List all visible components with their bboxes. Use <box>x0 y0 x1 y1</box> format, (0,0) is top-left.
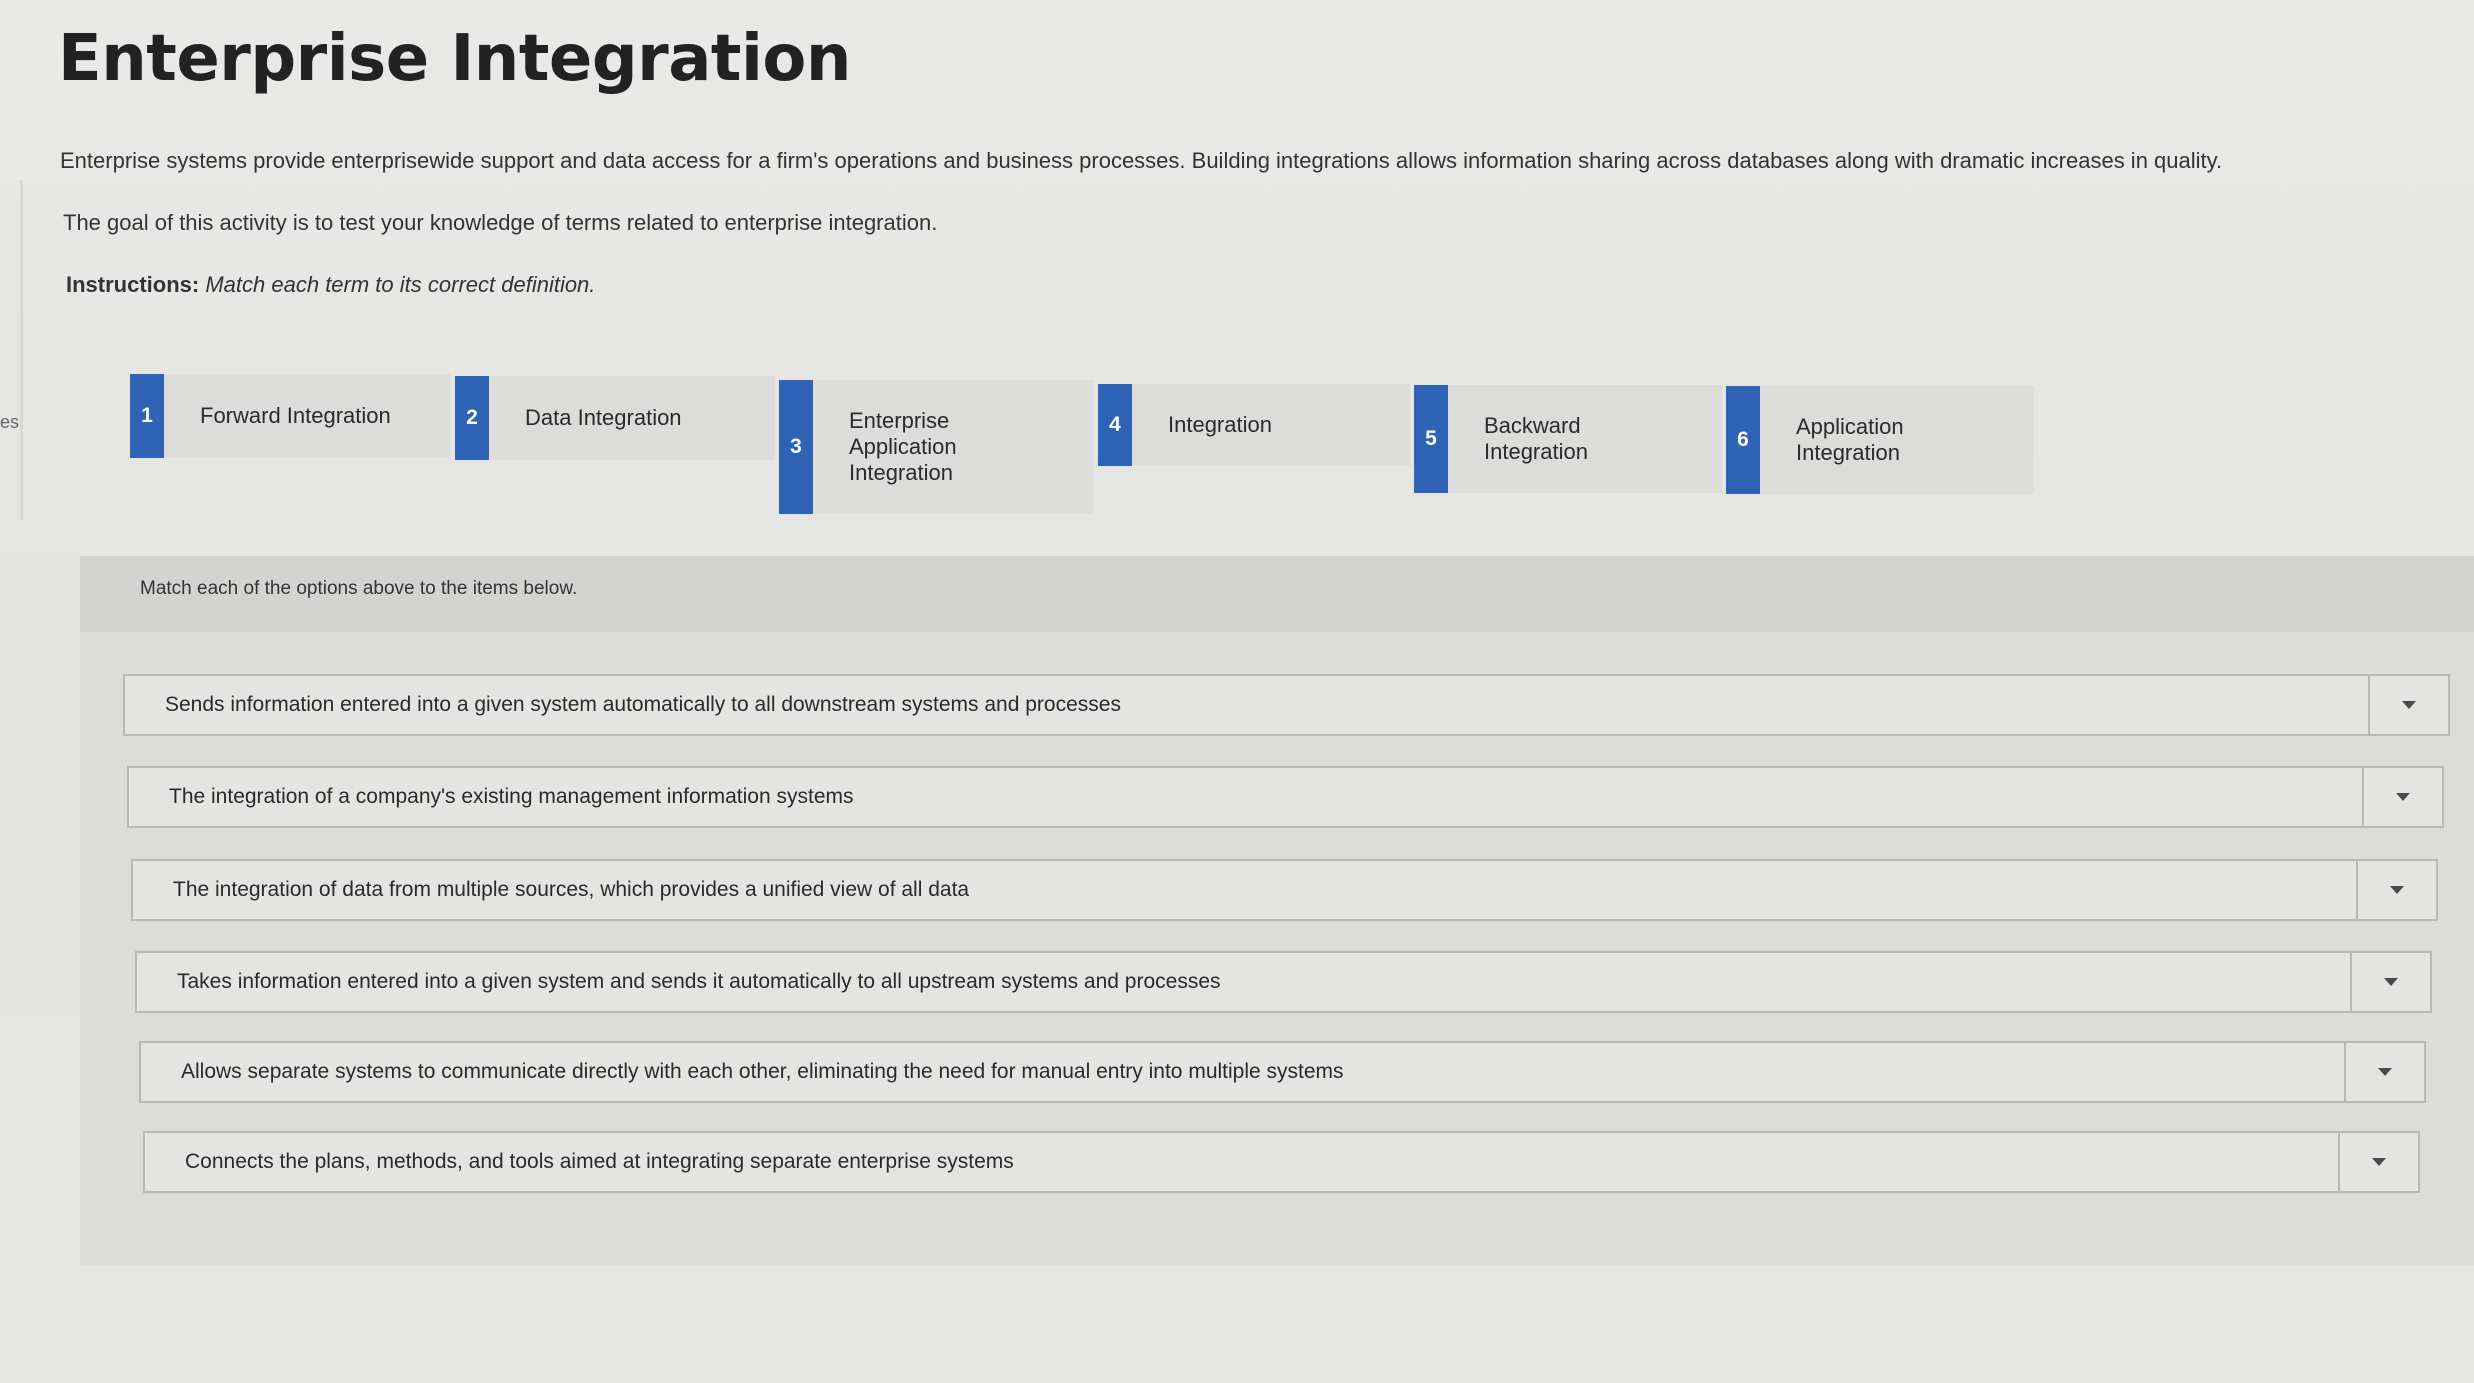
match-row[interactable] <box>143 1131 2420 1193</box>
chevron-down-icon <box>2396 793 2410 801</box>
match-dropdown[interactable] <box>2338 1133 2418 1191</box>
term-label: Forward Integration <box>200 403 391 428</box>
term-number-badge: 5 <box>1414 385 1448 493</box>
term-number-badge: 1 <box>130 374 164 458</box>
term-number-badge: 6 <box>1726 386 1760 494</box>
chevron-down-icon <box>2372 1158 2386 1166</box>
matching-instruction: Match each of the options above to the items below. <box>140 578 578 599</box>
match-definition: Sends information entered into a given system automatically to all downstream systems and processes <box>165 693 1121 716</box>
page-title: Enterprise Integration <box>58 22 851 96</box>
term-card-enterprise-application-integration[interactable] <box>779 380 1093 514</box>
instructions-label: Instructions: <box>66 272 200 297</box>
intro-text: Enterprise systems provide enterprisewide support and data access for a firm's operations and business processes. Building integrations allows information sharing across databases along with dramatic increases in quality. <box>60 148 2223 173</box>
match-dropdown[interactable] <box>2356 861 2436 919</box>
left-edge-fragment: es <box>0 412 20 432</box>
chevron-down-icon <box>2402 701 2416 709</box>
term-label: Integration <box>1168 412 1272 437</box>
term-label: Data Integration <box>525 405 682 430</box>
match-dropdown[interactable] <box>2350 953 2430 1011</box>
match-row[interactable] <box>131 859 2438 921</box>
term-label: Enterprise Application Integration <box>849 408 957 485</box>
chevron-down-icon <box>2378 1068 2392 1076</box>
chevron-down-icon <box>2384 978 2398 986</box>
term-number-badge: 2 <box>455 376 489 460</box>
left-edge-divider <box>20 180 23 520</box>
term-number-badge: 4 <box>1098 384 1132 466</box>
match-row[interactable] <box>135 951 2432 1013</box>
match-row[interactable] <box>123 674 2450 736</box>
term-label: Application Integration <box>1796 414 1904 465</box>
match-definition: Allows separate systems to communicate directly with each other, eliminating the need for manual entry into multiple systems <box>181 1060 1344 1083</box>
match-dropdown[interactable] <box>2344 1043 2424 1101</box>
goal-text: The goal of this activity is to test your knowledge of terms related to enterprise integration. <box>63 210 938 235</box>
term-card-integration[interactable] <box>1098 384 1410 466</box>
match-row[interactable] <box>127 766 2444 828</box>
match-dropdown[interactable] <box>2362 768 2442 826</box>
match-row[interactable] <box>139 1041 2426 1103</box>
matching-panel-header <box>80 556 2474 632</box>
term-card-application-integration[interactable] <box>1726 386 2034 494</box>
match-dropdown[interactable] <box>2368 676 2448 734</box>
term-card-data-integration[interactable] <box>455 376 775 460</box>
term-number-badge: 3 <box>779 380 813 514</box>
term-card-backward-integration[interactable] <box>1414 385 1722 493</box>
match-definition: The integration of data from multiple sources, which provides a unified view of all data <box>173 878 970 901</box>
instructions-text: Match each term to its correct definition. <box>205 272 596 297</box>
match-definition: The integration of a company's existing management information systems <box>169 785 854 808</box>
instructions <box>66 272 595 298</box>
term-label: Backward Integration <box>1484 413 1588 464</box>
match-definition: Takes information entered into a given system and sends it automatically to all upstream systems and processes <box>177 970 1221 993</box>
match-definition: Connects the plans, methods, and tools aimed at integrating separate enterprise systems <box>185 1150 1014 1173</box>
term-card-forward-integration[interactable] <box>130 374 450 458</box>
chevron-down-icon <box>2390 886 2404 894</box>
